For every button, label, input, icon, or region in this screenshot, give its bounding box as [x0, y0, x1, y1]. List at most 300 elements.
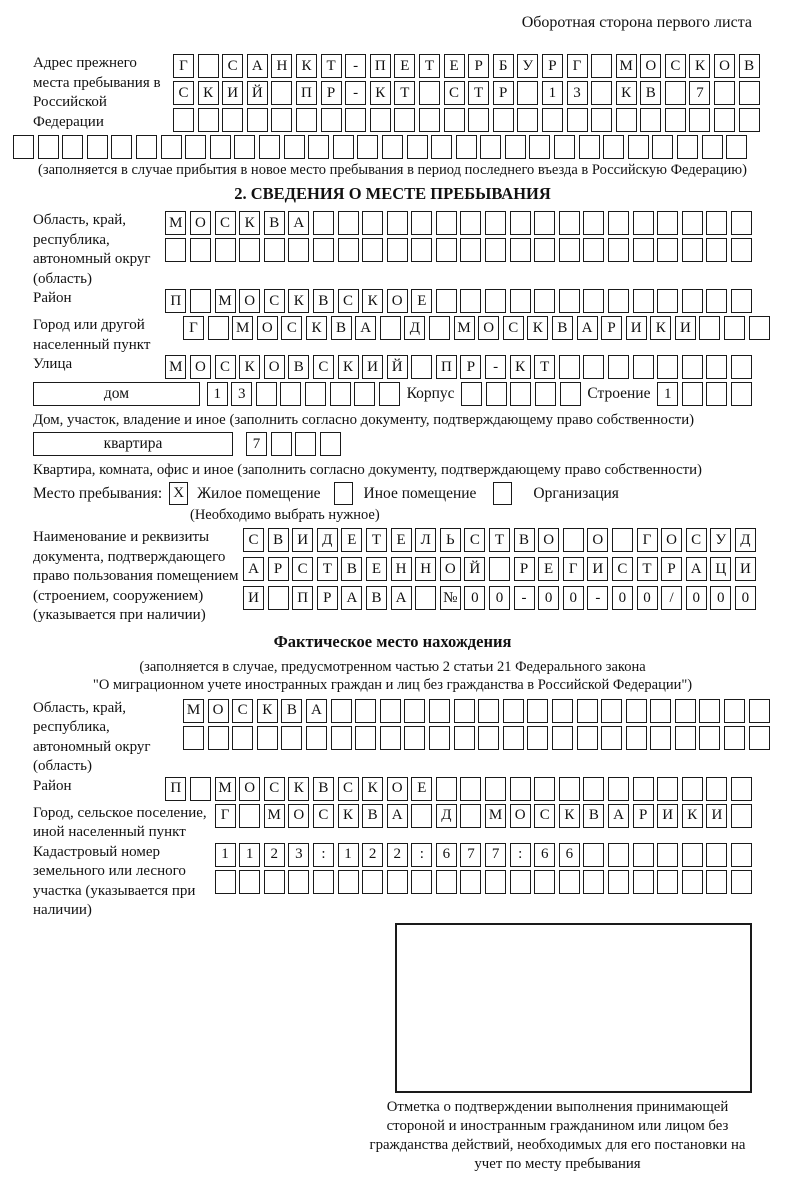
char-cell [485, 777, 506, 801]
char-cell [682, 777, 703, 801]
char-cell: Т [321, 54, 342, 78]
option-residential-label: Жилое помещение [197, 484, 321, 502]
char-cell: К [239, 355, 260, 379]
char-cell: В [514, 528, 535, 552]
char-cell [183, 726, 204, 750]
char-cell: А [608, 804, 629, 828]
char-cell [682, 870, 703, 894]
char-row [243, 557, 756, 581]
char-cell [724, 316, 745, 340]
char-cell: Е [366, 557, 387, 581]
region-label: Область, край, республика, автономный округ (область) [33, 212, 151, 287]
char-cell [380, 699, 401, 723]
char-cell [559, 870, 580, 894]
char-cell: Р [514, 557, 535, 581]
char-cell [460, 777, 481, 801]
char-row [173, 81, 760, 105]
char-cell [626, 699, 647, 723]
char-cell [706, 843, 727, 867]
char-cell [559, 289, 580, 313]
char-cell [239, 238, 260, 262]
char-cell [633, 355, 654, 379]
actual-region-block [33, 699, 752, 777]
char-cell [542, 108, 563, 132]
char-cell [460, 870, 481, 894]
char-cell [559, 355, 580, 379]
char-cell [232, 726, 253, 750]
char-cell [633, 238, 654, 262]
char-cell [345, 108, 366, 132]
char-cell [503, 726, 524, 750]
char-cell: Д [436, 804, 457, 828]
stamp-area [363, 923, 752, 1174]
char-cell: В [264, 211, 285, 235]
char-cell [633, 777, 654, 801]
char-cell: С [215, 211, 236, 235]
char-cell [591, 54, 612, 78]
char-cell [355, 726, 376, 750]
char-cell: А [288, 211, 309, 235]
char-cell [591, 81, 612, 105]
char-cell [563, 528, 584, 552]
char-cell: А [341, 586, 362, 610]
char-cell [583, 238, 604, 262]
region-block [33, 211, 752, 289]
char-cell: 0 [464, 586, 485, 610]
char-cell: Р [460, 355, 481, 379]
char-cell [583, 870, 604, 894]
char-cell: - [485, 355, 506, 379]
street-label: Улица [33, 356, 73, 372]
char-cell [296, 108, 317, 132]
char-cell: 2 [387, 843, 408, 867]
char-cell [62, 135, 83, 159]
char-cell [714, 81, 735, 105]
char-cell [552, 726, 573, 750]
region-grid [165, 211, 752, 265]
house-row [33, 382, 752, 409]
char-cell: : [313, 843, 334, 867]
document-block [33, 528, 752, 626]
char-row [165, 211, 752, 235]
char-cell [554, 135, 575, 159]
char-cell [354, 382, 375, 406]
char-cell: В [313, 777, 334, 801]
char-cell [338, 238, 359, 262]
char-cell: 0 [686, 586, 707, 610]
char-cell [626, 726, 647, 750]
char-cell [552, 699, 573, 723]
char-cell [165, 238, 186, 262]
char-cell [749, 316, 770, 340]
char-cell: К [527, 316, 548, 340]
char-cell [612, 528, 633, 552]
korpus-cells [461, 382, 580, 406]
char-cell: О [538, 528, 559, 552]
char-cell [268, 586, 289, 610]
char-cell [682, 289, 703, 313]
char-row [165, 238, 752, 262]
char-cell [529, 135, 550, 159]
char-cell: 3 [567, 81, 588, 105]
stay-type-row [33, 482, 752, 505]
char-cell [657, 211, 678, 235]
char-cell: К [682, 804, 703, 828]
actual-city-block [33, 804, 752, 843]
char-cell: - [345, 81, 366, 105]
char-cell [234, 135, 255, 159]
char-cell: К [306, 316, 327, 340]
char-cell [387, 870, 408, 894]
char-cell [510, 382, 531, 406]
char-cell [215, 238, 236, 262]
char-cell: Т [419, 54, 440, 78]
char-cell [559, 238, 580, 262]
char-cell [478, 699, 499, 723]
char-cell: Г [215, 804, 236, 828]
char-cell [682, 355, 703, 379]
stroenie-cells [657, 382, 752, 406]
previous-address-footnote: (заполняется в случае прибытия в новое место пребывания в период последнего въезда в Российскую Федерацию) [38, 162, 747, 178]
document-grid [243, 528, 756, 615]
char-cell [706, 870, 727, 894]
char-cell: С [173, 81, 194, 105]
char-cell [527, 699, 548, 723]
char-cell [379, 382, 400, 406]
char-row [215, 870, 752, 894]
char-cell [382, 135, 403, 159]
char-cell [460, 804, 481, 828]
char-cell: К [510, 355, 531, 379]
char-cell: Р [268, 557, 289, 581]
char-cell: Е [394, 54, 415, 78]
char-cell: П [292, 586, 313, 610]
korpus-label: Корпус [406, 385, 455, 402]
char-cell: А [577, 316, 598, 340]
stroenie-label: Строение [587, 385, 651, 402]
char-cell [489, 557, 510, 581]
apartment-row [33, 432, 752, 459]
char-cell: : [510, 843, 531, 867]
char-cell: Е [411, 289, 432, 313]
stay-type-label: Место пребывания: [33, 484, 163, 502]
street-block [33, 355, 752, 382]
char-cell: 0 [563, 586, 584, 610]
char-cell: О [239, 289, 260, 313]
char-cell: В [313, 289, 334, 313]
char-cell [362, 238, 383, 262]
char-cell: И [292, 528, 313, 552]
char-cell: В [288, 355, 309, 379]
char-cell: А [391, 586, 412, 610]
char-cell: 1 [215, 843, 236, 867]
char-cell [387, 211, 408, 235]
char-cell [534, 211, 555, 235]
char-cell [370, 108, 391, 132]
char-cell: С [264, 777, 285, 801]
char-cell: 2 [264, 843, 285, 867]
char-cell [739, 81, 760, 105]
char-cell [222, 108, 243, 132]
char-cell: Б [493, 54, 514, 78]
char-cell: К [239, 211, 260, 235]
char-cell [534, 289, 555, 313]
char-cell: Р [468, 54, 489, 78]
char-cell [682, 843, 703, 867]
char-cell [510, 289, 531, 313]
char-cell [288, 238, 309, 262]
char-cell [608, 238, 629, 262]
char-cell [608, 843, 629, 867]
char-cell: 2 [362, 843, 383, 867]
char-cell [355, 699, 376, 723]
char-cell [608, 211, 629, 235]
char-cell: М [264, 804, 285, 828]
char-cell [579, 135, 600, 159]
char-cell [682, 211, 703, 235]
char-cell: К [288, 289, 309, 313]
char-cell [731, 843, 752, 867]
char-cell [682, 382, 703, 406]
char-cell: 0 [637, 586, 658, 610]
char-cell [271, 81, 292, 105]
char-cell: К [257, 699, 278, 723]
char-cell: В [362, 804, 383, 828]
char-cell [560, 382, 581, 406]
char-cell [313, 870, 334, 894]
char-cell [603, 135, 624, 159]
char-cell [706, 289, 727, 313]
char-row [183, 726, 770, 750]
char-cell: В [341, 557, 362, 581]
char-cell: А [247, 54, 268, 78]
char-cell [436, 870, 457, 894]
house-number-cells [207, 382, 400, 406]
char-cell [478, 726, 499, 750]
char-cell: Г [567, 54, 588, 78]
char-cell [111, 135, 132, 159]
char-cell [583, 777, 604, 801]
char-cell [198, 108, 219, 132]
char-cell [173, 108, 194, 132]
char-cell [404, 726, 425, 750]
char-cell [436, 289, 457, 313]
char-cell [633, 870, 654, 894]
char-cell: О [264, 355, 285, 379]
district-block [33, 289, 752, 316]
char-cell: О [257, 316, 278, 340]
char-cell: Т [317, 557, 338, 581]
char-cell [665, 81, 686, 105]
char-cell: М [232, 316, 253, 340]
char-cell: Р [601, 316, 622, 340]
char-cell [583, 843, 604, 867]
char-cell: О [387, 777, 408, 801]
char-cell [321, 108, 342, 132]
char-cell [429, 316, 450, 340]
char-cell [461, 382, 482, 406]
char-cell: 7 [246, 432, 267, 456]
char-cell: С [686, 528, 707, 552]
char-cell: К [338, 804, 359, 828]
char-cell: С [264, 289, 285, 313]
char-cell [577, 699, 598, 723]
char-cell: Й [464, 557, 485, 581]
char-cell [665, 108, 686, 132]
char-cell: 1 [338, 843, 359, 867]
char-cell: Р [317, 586, 338, 610]
char-cell [559, 777, 580, 801]
char-cell [313, 238, 334, 262]
char-cell: О [440, 557, 461, 581]
char-cell [411, 238, 432, 262]
char-cell [706, 355, 727, 379]
char-cell: С [215, 355, 236, 379]
char-cell [485, 870, 506, 894]
char-cell [429, 699, 450, 723]
char-cell [749, 726, 770, 750]
char-cell [577, 726, 598, 750]
char-cell: 7 [689, 81, 710, 105]
char-cell: С [612, 557, 633, 581]
char-cell [239, 870, 260, 894]
cadastral-label: Кадастровый номер земельного или лесного участка (указывается при наличии) [33, 843, 196, 918]
char-cell: С [534, 804, 555, 828]
option-organization-label: Организация [533, 484, 619, 502]
char-cell: Т [534, 355, 555, 379]
char-cell [357, 135, 378, 159]
char-cell: О [587, 528, 608, 552]
char-cell: С [232, 699, 253, 723]
char-cell [444, 108, 465, 132]
char-cell [493, 108, 514, 132]
char-cell: 0 [538, 586, 559, 610]
char-cell: М [215, 289, 236, 313]
char-cell [633, 289, 654, 313]
char-cell: Д [404, 316, 425, 340]
char-cell: К [296, 54, 317, 78]
char-cell [485, 238, 506, 262]
apartment-footnote: Квартира, комната, офис и иное (заполнить согласно документу, подтверждающему право собственности) [33, 462, 702, 478]
char-cell [702, 135, 723, 159]
char-cell: 0 [489, 586, 510, 610]
house-box-label: дом [33, 382, 200, 406]
char-cell [411, 211, 432, 235]
char-cell [650, 726, 671, 750]
char-cell: И [243, 586, 264, 610]
char-row [173, 54, 760, 78]
char-cell: В [552, 316, 573, 340]
char-cell [628, 135, 649, 159]
char-cell: П [165, 289, 186, 313]
char-cell [257, 726, 278, 750]
option-other-premises-label: Иное помещение [363, 484, 477, 502]
char-cell [362, 211, 383, 235]
char-cell [706, 777, 727, 801]
char-cell: 1 [207, 382, 228, 406]
char-row [215, 804, 752, 828]
previous-address-grid [173, 54, 760, 135]
char-cell [517, 81, 538, 105]
char-cell: О [208, 699, 229, 723]
char-cell [411, 804, 432, 828]
char-cell [239, 804, 260, 828]
char-cell [198, 54, 219, 78]
char-cell: К [559, 804, 580, 828]
char-cell: О [190, 355, 211, 379]
char-cell: О [239, 777, 260, 801]
char-cell: 3 [288, 843, 309, 867]
char-cell [675, 699, 696, 723]
char-cell [468, 108, 489, 132]
char-row [243, 528, 756, 552]
char-row [165, 355, 752, 379]
char-cell [608, 777, 629, 801]
char-cell: С [292, 557, 313, 581]
char-cell [431, 135, 452, 159]
char-cell [407, 135, 428, 159]
char-row [183, 316, 770, 340]
char-row [243, 586, 756, 610]
char-cell [38, 135, 59, 159]
char-cell: И [735, 557, 756, 581]
char-cell: О [510, 804, 531, 828]
stamp-caption: Отметка о подтверждении выполнения принимающей стороной и иностранным гражданином или лицом без гражданства действий, необходимых для его постановки на учет по месту пребывания [369, 1098, 746, 1172]
char-cell [633, 211, 654, 235]
char-cell [305, 382, 326, 406]
char-cell [583, 289, 604, 313]
char-cell: В [640, 81, 661, 105]
char-cell: - [345, 54, 366, 78]
char-cell [404, 699, 425, 723]
char-cell [527, 726, 548, 750]
char-cell: 6 [559, 843, 580, 867]
char-cell [731, 804, 752, 828]
char-cell: Д [317, 528, 338, 552]
char-cell: М [485, 804, 506, 828]
char-cell: : [411, 843, 432, 867]
char-cell: 0 [735, 586, 756, 610]
char-cell: И [706, 804, 727, 828]
char-cell: В [739, 54, 760, 78]
char-cell [731, 289, 752, 313]
city-label: Город или другой населенный пункт [33, 317, 151, 353]
char-cell [731, 355, 752, 379]
char-cell [559, 211, 580, 235]
char-row [165, 289, 752, 313]
char-row [215, 843, 752, 867]
char-cell [749, 699, 770, 723]
char-cell [731, 777, 752, 801]
char-cell [699, 699, 720, 723]
char-cell: № [440, 586, 461, 610]
char-cell: С [313, 355, 334, 379]
char-cell: И [222, 81, 243, 105]
char-cell: 6 [436, 843, 457, 867]
char-cell: К [616, 81, 637, 105]
city-block [33, 316, 752, 355]
char-cell: Р [633, 804, 654, 828]
char-cell [739, 108, 760, 132]
char-cell [534, 777, 555, 801]
char-cell: Т [489, 528, 510, 552]
char-cell: Н [271, 54, 292, 78]
char-cell [534, 870, 555, 894]
cadastral-block [33, 843, 752, 921]
char-cell [633, 843, 654, 867]
char-cell: 3 [231, 382, 252, 406]
char-cell [706, 211, 727, 235]
